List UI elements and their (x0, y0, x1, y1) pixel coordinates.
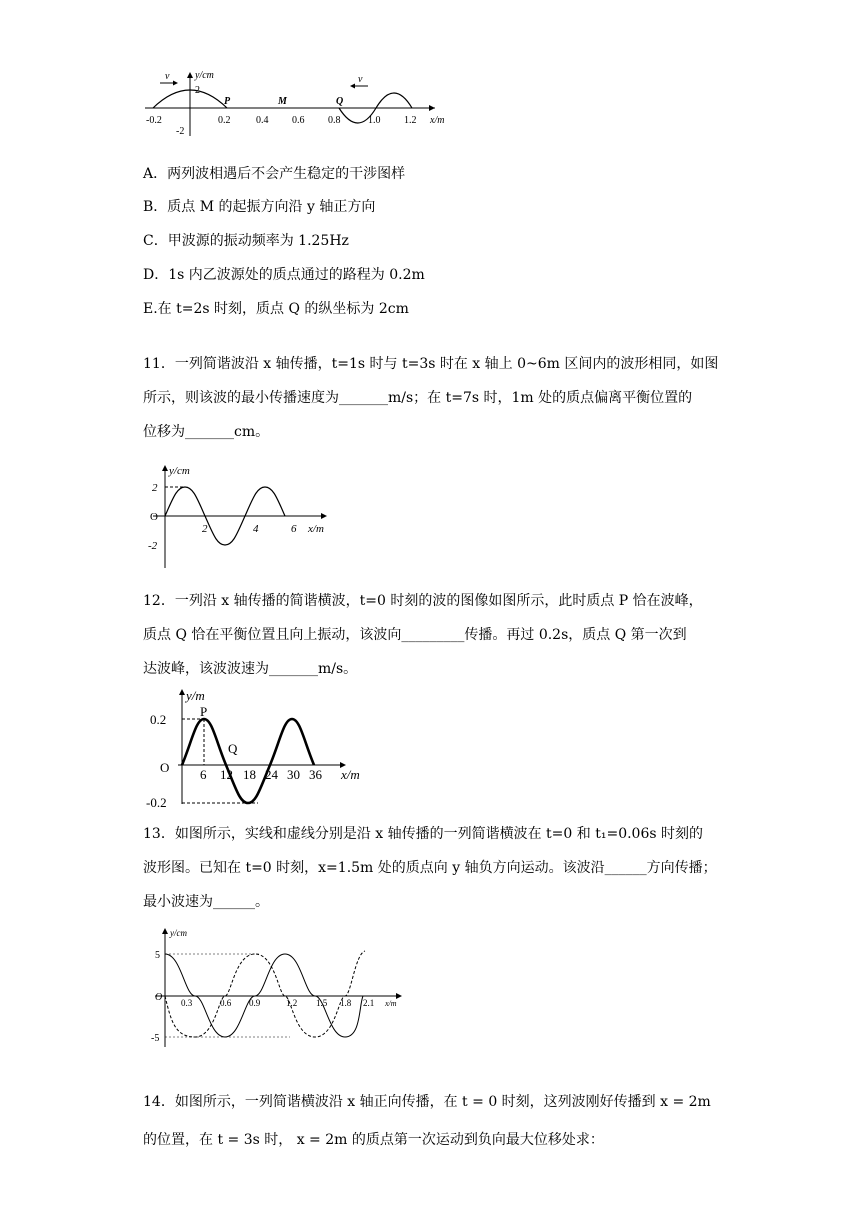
fig3-origin: O (160, 760, 170, 775)
fig1-tick: 0.4 (256, 115, 269, 126)
fig1-y-pos: 2 (195, 85, 200, 96)
q11-line-3: 位移为_______cm。 (143, 424, 270, 440)
fig4-tick: 0.9 (249, 998, 261, 1008)
fig4-y-neg: -5 (151, 1033, 160, 1044)
fig4-origin: O (155, 992, 163, 1003)
fig2-y-pos: 2 (152, 482, 158, 494)
fig3-tick: 6 (200, 767, 207, 782)
q11-line-1: 11．一列简谐波沿 x 轴传播，t=1s 时与 t=3s 时在 x 轴上 0~6m 区间内的波形相同，如图 (143, 356, 719, 372)
fig2-origin: O (150, 511, 158, 523)
option-d: D．1s 内乙波源处的质点通过的路程为 0.2m (143, 267, 425, 283)
fig4-tick: 0.6 (220, 998, 232, 1008)
option-e: E.在 t=2s 时刻，质点 Q 的纵坐标为 2cm (143, 301, 409, 317)
fig1-x-label: x/m (430, 115, 445, 126)
fig3-tick: 30 (287, 767, 300, 782)
fig2-tick: 6 (291, 523, 297, 535)
q12-line-2: 质点 Q 恰在平衡位置且向上振动，该波向_________传播。再过 0.2s，质点 Q 第一次到 (143, 627, 687, 643)
fig1-y-label: y/cm (195, 70, 214, 81)
fig4-y-pos: 5 (155, 950, 160, 961)
fig2-tick: 4 (253, 523, 259, 535)
q11-line-2: 所示，则该波的最小传播速度为_______m/s；在 t=7s 时，1m 处的质点偏离平衡位置的 (143, 390, 693, 406)
fig1-tick: 1.2 (404, 115, 417, 126)
fig3-tick: 12 (220, 767, 233, 782)
fig3-Q: Q (228, 741, 238, 756)
fig4-tick: 1.5 (316, 998, 328, 1008)
fig3-y-neg: -0.2 (146, 795, 167, 810)
fig3-y-label: y/m (186, 688, 205, 703)
q13-line-2: 波形图。已知在 t=0 时刻，x=1.5m 处的质点向 y 轴负方向运动。该波沿______方向传播； (143, 860, 717, 876)
option-b: B．质点 M 的起振方向沿 y 轴正方向 (143, 199, 376, 215)
fig3-tick: 24 (265, 767, 278, 782)
fig1-v-left: v (165, 71, 170, 82)
fig2-tick: 2 (202, 523, 208, 535)
fig3-tick: 36 (309, 767, 322, 782)
q13-line-1: 13．如图所示，实线和虚线分别是沿 x 轴传播的一列简谐横波在 t=0 和 t₁=0.06s 时刻的 (143, 826, 703, 842)
fig4-tick: 1.8 (340, 998, 352, 1008)
fig2-y-label: y/cm (169, 465, 190, 477)
q12-line-1: 12．一列沿 x 轴传播的简谐横波，t=0 时刻的波的图像如图所示，此时质点 P 恰在波峰， (143, 593, 703, 609)
fig3-P: P (200, 704, 208, 719)
fig3-tick: 18 (243, 767, 256, 782)
option-c: C．甲波源的振动频率为 1.25Hz (143, 233, 349, 249)
fig2-x-label: x/m (308, 523, 324, 535)
fig1-tick: 0.6 (292, 115, 305, 126)
fig4-tick: 2.1 (363, 998, 375, 1008)
q13-line-3: 最小波速为______。 (143, 894, 269, 910)
q12-line-3: 达波峰，该波波速为_______m/s。 (143, 661, 358, 677)
option-a: A．两列波相遇后不会产生稳定的干涉图样 (143, 166, 406, 182)
fig3-x-label: x/m (341, 767, 360, 782)
fig2-y-neg: -2 (148, 540, 158, 552)
fig4-x-label: x/m (385, 999, 397, 1008)
figure-3-wave (140, 686, 380, 810)
q14-line-2: 的位置，在 t = 3s 时， x = 2m 的质点第一次运动到负向最大位移处求： (143, 1132, 604, 1148)
fig1-v-right: v (358, 74, 363, 85)
figure-4-wave (145, 925, 405, 1050)
fig1-P: P (224, 96, 231, 107)
fig1-Q: Q (336, 96, 344, 107)
fig3-y-pos: 0.2 (150, 712, 167, 727)
q14-line-1: 14．如图所示，一列简谐横波沿 x 轴正向传播，在 t = 0 时刻，这列波刚好传播到 x = 2m (143, 1094, 711, 1110)
fig1-M: M (278, 96, 287, 107)
fig1-tick: 0.2 (218, 115, 231, 126)
fig4-tick: 1.2 (286, 998, 298, 1008)
fig1-tick: 1.0 (368, 115, 381, 126)
fig4-tick: 0.3 (181, 998, 193, 1008)
fig4-y-label: y/cm (170, 928, 187, 938)
fig1-y-neg: -2 (176, 126, 185, 137)
figure-1-two-waves (140, 66, 450, 138)
figure-2-wave (145, 460, 345, 570)
fig1-tick: -0.2 (146, 115, 162, 126)
fig1-tick: 0.8 (328, 115, 341, 126)
